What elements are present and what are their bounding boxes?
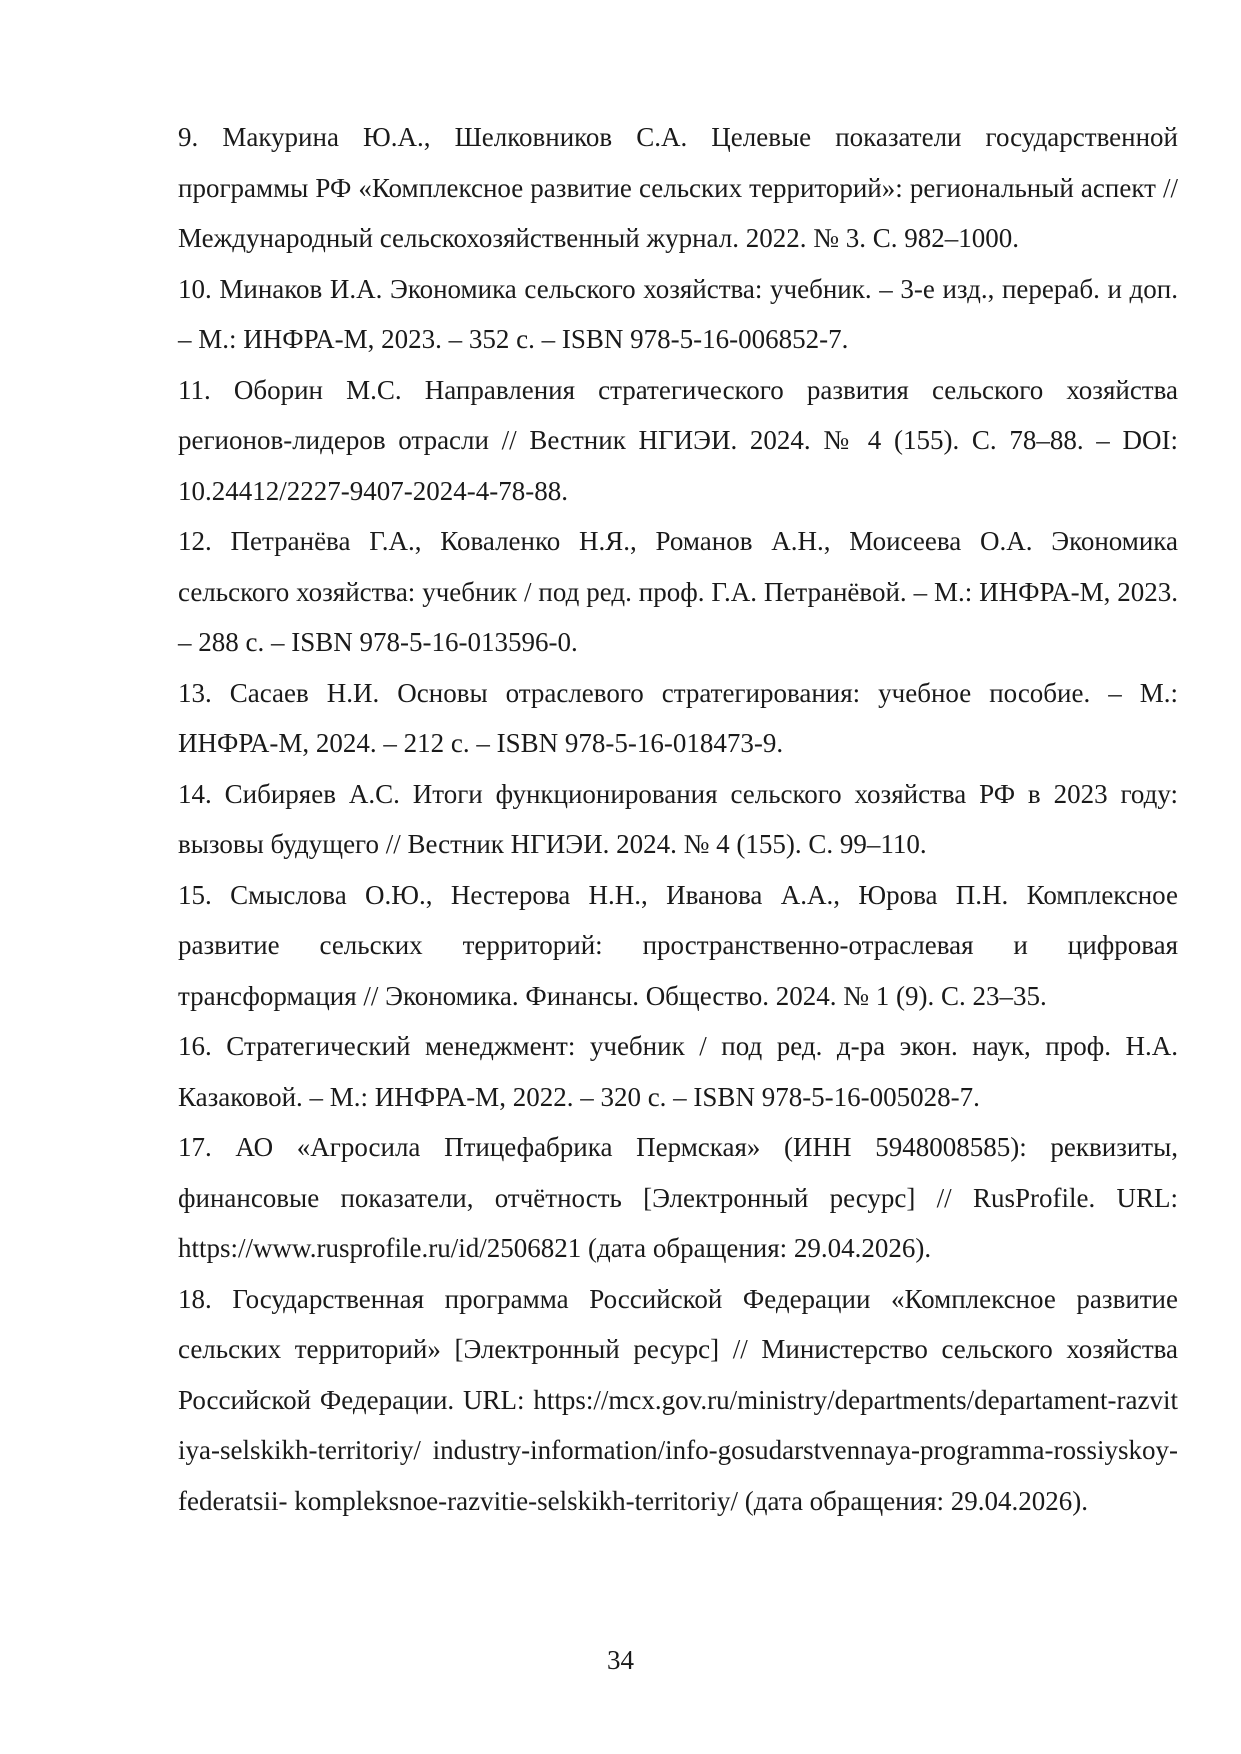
reference-item-12: 12. Петранёва Г.А., Коваленко Н.Я., Романов А.Н., Моисеева О.А. Экономика сельского хозяйства: учебник / под ред. проф. Г.А. Петранёвой. – М.: ИНФРА-М, 2023. – 288 с. – ISBN 978-5-16-013596-0.: [178, 526, 1178, 657]
reference-18-url-part-2: industry-information/info-gosudarstvennaya-programma-rossiyskoy-federatsii-: [178, 1435, 1178, 1516]
reference-item-14: 14. Сибиряев А.С. Итоги функционирования сельского хозяйства РФ в 2023 году: вызовы будущего // Вестник НГИЭИ. 2024. № 4 (155). С. 99–110.: [178, 778, 1178, 859]
page-number: 34: [607, 1645, 634, 1675]
reference-item-17: 17. АО «Агросила Птицефабрика Пермская» (ИНН 5948008585): реквизиты, финансовые показатели, отчётность [Электронный ресурс] // RusProfile. URL: https://www.rusprofile.ru/id/2506821 (дата обращения: 29.04.2026).: [178, 1132, 1178, 1263]
reference-item-16: 16. Стратегический менеджмент: учебник / под ред. д-ра экон. наук, проф. Н.А. Казаковой. – М.: ИНФРА-М, 2022. – 320 с. – ISBN 978-5-16-005028-7.: [178, 1031, 1178, 1112]
reference-18-text: 18. Государственная программа Российской Федерации «Комплексное развитие сельских территорий» [Электронный ресурс] // Министерство сельского хозяйства Российской Федерации. URL:: [178, 1283, 1178, 1415]
reference-item-15: 15. Смыслова О.Ю., Нестерова Н.Н., Иванова А.А., Юрова П.Н. Комплексное развитие сельских территорий: пространственно-отраслевая и цифровая трансформация // Экономика. Финансы. Общество. 2024. № 1 (9). С. 23–35.: [178, 879, 1178, 1011]
reference-item-9: 9. Макурина Ю.А., Шелковников С.А. Целевые показатели государственной программы РФ «Комплексное развитие сельских территорий»: региональный аспект // Международный сельскохозяйственный журнал. 2022. № 3. С. 982–1000.: [178, 122, 1178, 253]
reference-list: [178, 112, 1178, 1526]
reference-item-13: 13. Сасаев Н.И. Основы отраслевого стратегирования: учебное пособие. – М.: ИНФРА-М, 2024. – 212 с. – ISBN 978-5-16-018473-9.: [178, 677, 1178, 758]
reference-item-11: 11. Оборин М.С. Направления стратегического развития сельского хозяйства регионов-лидеров отрасли // Вестник НГИЭИ. 2024. № 4 (155). С. 78–88. – DOI: 10.24412/2227-9407-2024-4-78-88.: [178, 374, 1178, 506]
reference-18-url-part-3: kompleksnoe-razvitie-selskikh-territoriy/ (дата обращения: 29.04.2026).: [294, 1485, 1088, 1516]
reference-18-url-part-1: https://mcx.gov.ru/ministry/departments/departament-razvitiya-selskikh-territoriy/: [178, 1384, 1178, 1465]
reference-item-18: [178, 1274, 1178, 1527]
reference-item-10: 10. Минаков И.А. Экономика сельского хозяйства: учебник. – 3-е изд., перераб. и доп. – М.: ИНФРА-М, 2023. – 352 с. – ISBN 978-5-16-006852-7.: [178, 273, 1178, 354]
